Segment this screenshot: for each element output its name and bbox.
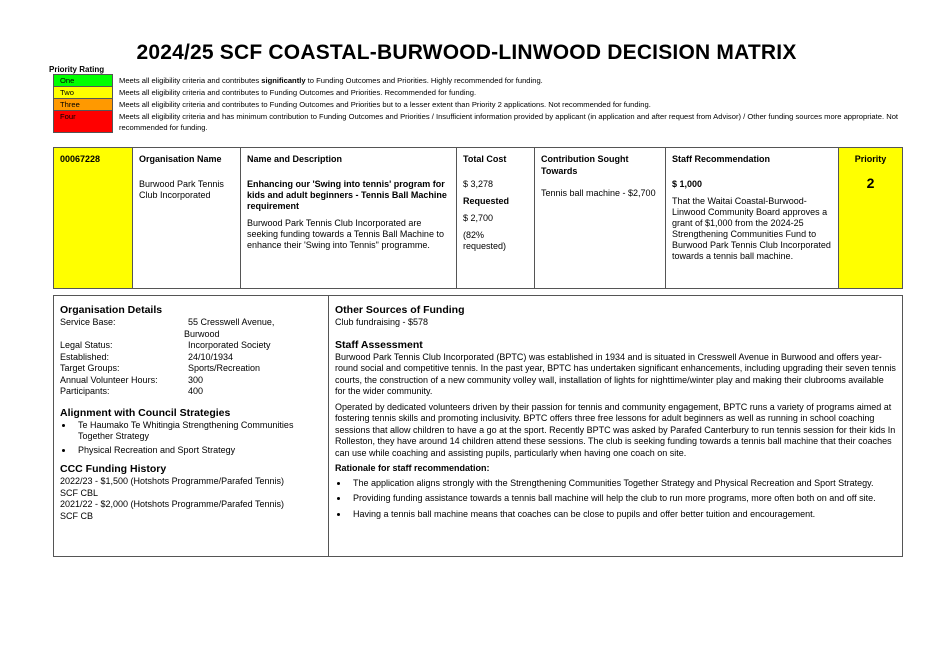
priority-cell	[839, 148, 903, 289]
priority-header: Priority	[854, 154, 887, 164]
contribution-header: Contribution Sought Towards	[541, 154, 629, 176]
application-table	[53, 147, 903, 289]
funding-history-line: SCF CB	[60, 510, 94, 521]
detail-label: Annual Volunteer Hours:	[60, 374, 158, 385]
detail-label: Target Groups:	[60, 363, 120, 373]
detail-value: 24/10/1934	[188, 351, 234, 362]
legend-row-four	[54, 111, 903, 133]
recommendation-amount: $ 1,000	[672, 179, 703, 189]
legend-row-three	[54, 99, 903, 111]
rationale-heading: Rationale for staff recommendation:	[335, 463, 490, 473]
detail-value: 400	[188, 386, 204, 396]
funding-history-heading: CCC Funding History	[60, 463, 167, 475]
funding-history-line: SCF CBL	[60, 487, 99, 498]
project-description: Burwood Park Tennis Club Incorporated are seeking funding towards a Tennis Ball Machine to enhance their 'Swing into Tennis" programme.	[247, 218, 444, 250]
priority-rating-label: Priority Rating	[49, 65, 105, 74]
organisation-name: Burwood Park Tennis Club Incorporated	[139, 179, 224, 200]
other-sources-text: Club fundraising - $578	[335, 317, 429, 327]
organisation-cell	[133, 148, 241, 289]
assessment-paragraph: Burwood Park Tennis Club Incorporated (BPTC) was established in 1934 and is situated in Cresswell Avenue in Burwood and offers year-round social and competitive tennis. In the past year, BPTC has undertaken significant enhancements, including upgrading their seven tennis courts, the construction of a new community volley wall, installation of lights for nighttime/winter play and making their clubrooms available for the wider community.	[335, 351, 896, 396]
requested-percent: (82% requested)	[463, 230, 507, 251]
alignment-list	[60, 420, 322, 457]
requested-amount: $ 2,700	[463, 213, 494, 223]
project-title: Enhancing our 'Swing into tennis' program for kids and adult beginners - Tennis Ball Machine requirement	[247, 179, 447, 211]
list-item: • Providing funding assistance towards a tennis ball machine will help the club to run more programs, more often both on and off site.	[349, 493, 896, 505]
detail-value: 55 Cresswell Avenue,	[188, 317, 275, 327]
list-item: • Having a tennis ball machine means that coaches can be close to pupils and offer better tuition and encouragement.	[349, 509, 896, 521]
total-cost-cell	[457, 148, 535, 289]
priority-legend	[53, 74, 903, 133]
staff-rec-header: Staff Recommendation	[672, 154, 771, 164]
assessment-column	[329, 296, 902, 556]
rationale-list	[335, 478, 896, 521]
alignment-heading: Alignment with Council Strategies	[60, 406, 231, 419]
organisation-details-column	[54, 296, 329, 556]
organisation-details-heading: Organisation Details	[60, 304, 163, 316]
detail-label: Established:	[60, 351, 110, 362]
application-id: 00067228	[60, 154, 101, 164]
total-cost: $ 3,278	[463, 179, 494, 189]
requested-label: Requested	[463, 196, 510, 206]
funding-history-line: 2021/22 - $2,000 (Hotshots Programme/Parafed Tennis)	[60, 499, 284, 509]
funding-history-line: 2022/23 - $1,500 (Hotshots Programme/Parafed Tennis)	[60, 476, 284, 486]
recommendation-text: That the Waitai Coastal-Burwood-Linwood Community Board approves a grant of $1,000 from the 2024-25 Strengthening Communities Fund to Burwood Park Tennis Club Incorporated towards a tennis ball machine.	[672, 196, 831, 261]
detail-label: Legal Status:	[60, 340, 113, 350]
org-header: Organisation Name	[139, 154, 222, 164]
list-item: • Physical Recreation and Sport Strategy	[74, 445, 322, 457]
contribution-cell	[535, 148, 666, 289]
detail-label: Participants:	[60, 386, 110, 396]
other-sources-heading: Other Sources of Funding	[335, 304, 465, 316]
list-item: • The application aligns strongly with the Strengthening Communities Together Strategy and Physical Recreation and Sport Strategy.	[349, 478, 896, 490]
legend-swatch-two: Two	[54, 87, 113, 99]
legend-row-one	[54, 75, 903, 87]
legend-text-one: Meets all eligibility criteria and contributes significantly to Funding Outcomes and Priorities. Highly recommended for funding.	[119, 75, 543, 85]
legend-swatch-four: Four	[54, 111, 113, 133]
page-title: 2024/25 SCF COASTAL-BURWOOD-LINWOOD DECISION MATRIX	[136, 41, 797, 64]
assessment-paragraph: Operated by dedicated volunteers driven by their passion for tennis and community engagement, BPTC runs a variety of programs aimed at fostering tennis skills and promoting inclusivity. BPTC offers three free lessons for adult beginners as well as running in school coaching sessions that allow children to have a go at the sport. Recently BPTC was asked by Parafed Canterbury to run tennis session for their kids In Rolleston, they have around 14 children attend these sessions. The club is seeking funding towards a tennis ball machine that their coaches can use while coaching and assisting pupils, particularly when having one coach on site.	[335, 401, 896, 458]
contribution-sought: Tennis ball machine - $2,700	[541, 188, 656, 198]
legend-text-three: Meets all eligibility criteria and contributes to Funding Outcomes and Priorities but to a lesser extent than Priority 2 applications. Not recommended for funding.	[119, 99, 651, 109]
legend-text-four: Meets all eligibility criteria and has minimum contribution to Funding Outcomes and Priorities / Insufficient information provided by applicant (in application and after request from Advisor) / Other funding sources more appropriate. Not recommended for funding.	[119, 111, 899, 132]
detail-value: Burwood	[184, 328, 220, 339]
list-item: • Te Haumako Te Whitingia Strengthening Communities Together Strategy	[74, 420, 322, 443]
detail-value: Incorporated Society	[188, 340, 271, 350]
staff-assessment-heading: Staff Assessment	[335, 338, 423, 351]
staff-recommendation-cell	[666, 148, 839, 289]
name-desc-header: Name and Description	[247, 154, 343, 164]
detail-value: 300	[188, 374, 204, 385]
legend-swatch-three: Three	[54, 99, 113, 111]
legend-swatch-one: One	[54, 75, 113, 87]
detail-value: Sports/Recreation	[188, 363, 261, 373]
name-description-cell	[241, 148, 457, 289]
legend-row-two	[54, 87, 903, 99]
total-cost-header: Total Cost	[463, 154, 507, 164]
detail-label: Service Base:	[60, 317, 116, 327]
priority-value: 2	[866, 175, 875, 191]
legend-text-two: Meets all eligibility criteria and contributes to Funding Outcomes and Priorities. Recommended for funding.	[119, 87, 477, 97]
details-panel	[53, 295, 903, 557]
application-id-cell	[54, 148, 133, 289]
